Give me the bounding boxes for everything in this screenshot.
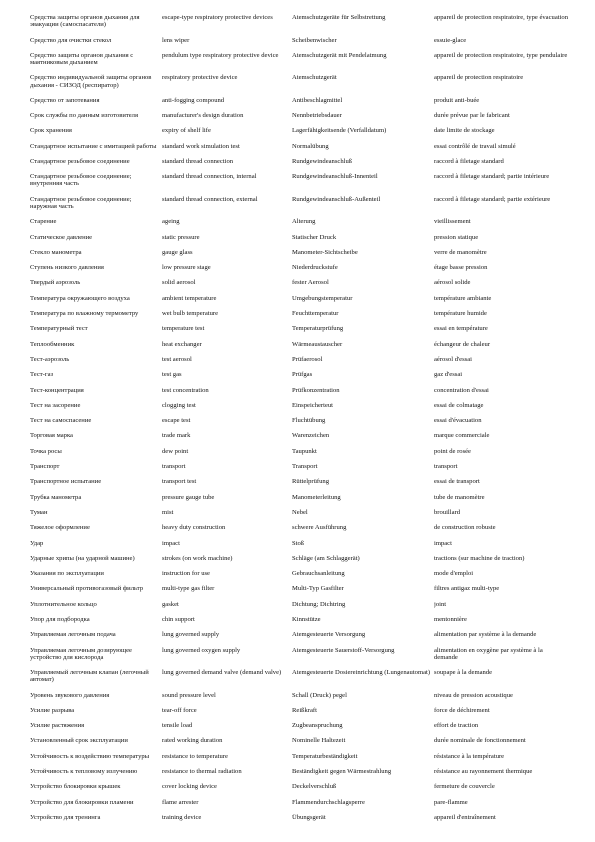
term-german: Umgebungstemperatur bbox=[292, 294, 353, 302]
term-french: durée prévue par le fabricant bbox=[434, 112, 510, 120]
glossary-row bbox=[30, 325, 570, 340]
glossary-row bbox=[30, 310, 570, 325]
term-german: Gebrauchsanleitung bbox=[292, 570, 345, 578]
term-english: ageing bbox=[162, 218, 180, 226]
term-russian: Уровень звукового давления bbox=[30, 691, 110, 699]
glossary-row bbox=[30, 37, 570, 52]
glossary-row bbox=[30, 585, 570, 600]
term-german: Einspeicherteut bbox=[292, 401, 334, 409]
glossary-row bbox=[30, 494, 570, 509]
term-french: brouillard bbox=[434, 508, 461, 516]
term-german: Stoß bbox=[292, 539, 305, 547]
term-german: Atemgesteuerte Sauerstoff-Versorgung bbox=[292, 646, 395, 654]
term-french: échangeur de chaleur bbox=[434, 340, 491, 348]
term-russian: Устойчивость к тепловому излучению bbox=[30, 768, 138, 776]
term-french: appareil de protection respiratoire, type pendulaire bbox=[434, 51, 568, 59]
glossary-row bbox=[30, 524, 570, 539]
term-french: gaz d'essai bbox=[434, 371, 463, 379]
term-french: produit anti-buée bbox=[434, 96, 480, 104]
term-english: static pressure bbox=[162, 233, 200, 241]
term-russian: Установленный срок эксплуатации bbox=[30, 737, 128, 745]
term-german: schwere Ausführung bbox=[292, 524, 347, 532]
term-german: Atemschutzgeräte für Selbstrettung bbox=[292, 14, 386, 21]
term-russian: Тест на засорение bbox=[30, 401, 81, 409]
term-german: Alterung bbox=[292, 218, 316, 226]
term-russian: Удар bbox=[30, 539, 44, 547]
term-french: étage basse pression bbox=[434, 264, 488, 272]
term-russian: Управляемая легочным дозирующее устройство для кислорода bbox=[30, 646, 132, 661]
glossary-row bbox=[30, 692, 570, 707]
term-english: strokes (on work machine) bbox=[162, 554, 233, 562]
term-english: pressure gauge tube bbox=[162, 493, 215, 501]
term-russian: Старение bbox=[30, 218, 57, 226]
term-german: Statischer Druck bbox=[292, 233, 337, 241]
term-english: sound pressure level bbox=[162, 691, 216, 699]
term-french: point de rosée bbox=[434, 447, 471, 455]
term-english: heat exchanger bbox=[162, 340, 202, 348]
term-english: clogging test bbox=[162, 401, 196, 409]
term-english: temperature test bbox=[162, 325, 205, 333]
term-english: escape-type respiratory protective devices bbox=[162, 14, 273, 21]
term-french: alimentation par système à la demande bbox=[434, 631, 537, 639]
term-german: Nennbetriebsdauer bbox=[292, 112, 342, 120]
term-german: Normalübung bbox=[292, 142, 329, 150]
term-russian: Температура окружающего воздуха bbox=[30, 294, 130, 302]
term-english: standard thread connection bbox=[162, 157, 234, 165]
term-french: mentonnière bbox=[434, 616, 467, 623]
term-russian: Средство индивидуальной защиты органов дыхания - СИЗОД (респиратор) bbox=[30, 74, 152, 89]
term-french: aérosol solide bbox=[434, 279, 471, 287]
term-german: Atemschutzgerät mit Pendelatmung bbox=[292, 51, 387, 59]
term-german: Feuchttemperatur bbox=[292, 310, 339, 318]
term-russian: Уплотнительное кольцо bbox=[30, 600, 97, 608]
term-german: Kinnstütze bbox=[292, 616, 321, 623]
term-french: raccord à filetage standard bbox=[434, 157, 504, 165]
term-russian: Ударные хрипы (на ударной машине) bbox=[30, 554, 135, 562]
term-english: test concentration bbox=[162, 386, 209, 394]
term-german: Niederdruckstufe bbox=[292, 264, 338, 272]
term-german: Lagerfähigkeitsende (Verfalldatum) bbox=[292, 127, 387, 135]
term-english: lung governed oxygen supply bbox=[162, 646, 241, 654]
glossary-row bbox=[30, 707, 570, 722]
term-english: standard work simulation test bbox=[162, 142, 240, 150]
term-german: Beständigkeit gegen Wärmestrahlung bbox=[292, 768, 392, 776]
term-french: impact bbox=[434, 539, 452, 547]
term-english: rated working duration bbox=[162, 737, 223, 745]
term-german: Transport bbox=[292, 463, 318, 471]
term-english: standard thread connection, internal bbox=[162, 173, 257, 181]
term-english: impact bbox=[162, 539, 180, 547]
glossary-table bbox=[30, 14, 570, 829]
term-german: Rundgewindeanschluß-Außenteil bbox=[292, 195, 381, 203]
term-german: Rundgewindeanschluß-Innenteil bbox=[292, 173, 378, 181]
term-english: training device bbox=[162, 813, 202, 821]
glossary-row bbox=[30, 601, 570, 616]
term-german: Scheibenwischer bbox=[292, 36, 337, 44]
glossary-row bbox=[30, 173, 570, 196]
term-russian: Срок хранения bbox=[30, 127, 72, 135]
term-french: résistance au rayonnement thermique bbox=[434, 768, 533, 776]
term-german: Multi-Typ Gasfilter bbox=[292, 585, 344, 593]
glossary-row bbox=[30, 112, 570, 127]
glossary-row bbox=[30, 52, 570, 75]
term-french: pare-flamme bbox=[434, 798, 468, 806]
term-german: Temperaturbeständigkeit bbox=[292, 752, 358, 760]
term-russian: Устройство блокировки крышек bbox=[30, 783, 121, 791]
term-german: Dichtung; Dichtring bbox=[292, 600, 346, 608]
term-english: transport bbox=[162, 463, 186, 471]
glossary-row bbox=[30, 417, 570, 432]
term-english: heavy duty construction bbox=[162, 524, 226, 532]
term-german: Antibeschlagmittel bbox=[292, 96, 343, 104]
glossary-row bbox=[30, 74, 570, 97]
term-russian: Средство защиты органов дыхания с маятниковым дыханием bbox=[30, 51, 134, 66]
term-russian: Тест на самоспасение bbox=[30, 417, 92, 425]
term-french: appareil d'entraînement bbox=[434, 813, 496, 821]
term-german: Rüttelprüfung bbox=[292, 478, 329, 486]
term-english: pendulum type respiratory protective device bbox=[162, 51, 279, 59]
term-russian: Устройство для блокировки пламени bbox=[30, 798, 134, 806]
term-german: Schall (Druck) pegel bbox=[292, 691, 347, 699]
term-french: essuie-glace bbox=[434, 36, 467, 44]
term-russian: Температура по влажному термометру bbox=[30, 310, 139, 318]
term-english: low pressure stage bbox=[162, 264, 211, 272]
term-russian: Туман bbox=[30, 508, 48, 516]
term-german: Nominelle Haltezeit bbox=[292, 737, 346, 745]
glossary-row bbox=[30, 196, 570, 219]
term-french: raccord à filetage standard; partie extérieure bbox=[434, 195, 551, 203]
term-german: Atemgesteuerte Dosiereinrichtung (Lungenautomat) bbox=[292, 669, 431, 677]
term-russian: Трубка манометра bbox=[30, 493, 82, 501]
term-french: marque commerciale bbox=[434, 432, 490, 440]
term-english: chin support bbox=[162, 616, 195, 623]
term-russian: Твердый аэрозоль bbox=[30, 279, 81, 287]
term-german: Übungsgerät bbox=[292, 813, 326, 821]
term-french: raccord à filetage standard; partie intérieure bbox=[434, 173, 550, 181]
term-russian: Теплообменник bbox=[30, 340, 75, 348]
term-french: tube de manomètre bbox=[434, 493, 485, 501]
glossary-row bbox=[30, 341, 570, 356]
term-german: Temperaturprüfung bbox=[292, 325, 344, 333]
term-english: flame arrester bbox=[162, 798, 199, 806]
term-french: essai contrôlé de travail simulé bbox=[434, 142, 516, 150]
term-german: Warenzeichen bbox=[292, 432, 330, 440]
term-french: soupape à la demande bbox=[434, 669, 493, 677]
term-french: filtres antigaz multi-type bbox=[434, 585, 500, 593]
term-french: concentration d'essai bbox=[434, 386, 489, 394]
term-german: Atemschutzgerät bbox=[292, 74, 337, 82]
term-russian: Тест-концентрация bbox=[30, 386, 84, 394]
term-french: effort de traction bbox=[434, 722, 479, 730]
glossary-row bbox=[30, 218, 570, 233]
glossary-row bbox=[30, 669, 570, 692]
glossary-row bbox=[30, 448, 570, 463]
term-english: anti-fogging compound bbox=[162, 96, 225, 104]
glossary-row bbox=[30, 540, 570, 555]
term-english: lung governed supply bbox=[162, 631, 220, 639]
term-german: Wärmeaustauscher bbox=[292, 340, 343, 348]
term-english: escape test bbox=[162, 417, 191, 425]
term-english: transport test bbox=[162, 478, 197, 486]
glossary-row bbox=[30, 631, 570, 646]
term-russian: Стандартное резьбовое соединение; наружная часть bbox=[30, 195, 132, 210]
term-english: lens wiper bbox=[162, 36, 190, 44]
term-french: appareil de protection respiratoire bbox=[434, 74, 524, 82]
glossary-row bbox=[30, 799, 570, 814]
term-english: respiratory protective device bbox=[162, 74, 238, 82]
term-german: Prüfaerosol bbox=[292, 355, 323, 363]
glossary-row bbox=[30, 127, 570, 142]
term-french: fermeture de couvercle bbox=[434, 783, 495, 791]
term-french: verre de manomètre bbox=[434, 248, 487, 256]
term-english: gauge glass bbox=[162, 248, 193, 256]
term-english: expiry of shelf life bbox=[162, 127, 211, 135]
glossary-row bbox=[30, 295, 570, 310]
term-russian: Средства защиты органов дыхания для эвакуации (самоспасатели) bbox=[30, 14, 140, 29]
term-russian: Стандартное резьбовое соединение; внутренняя часть bbox=[30, 173, 132, 188]
glossary-row bbox=[30, 722, 570, 737]
term-english: lung governed demand valve (demand valve) bbox=[162, 669, 282, 677]
term-french: essai de colmatage bbox=[434, 401, 484, 409]
term-french: essai d'évacuation bbox=[434, 417, 482, 425]
term-english: trade mark bbox=[162, 432, 191, 440]
glossary-row bbox=[30, 234, 570, 249]
term-russian: Устойчивость к воздействию температуры bbox=[30, 752, 150, 760]
glossary-row bbox=[30, 371, 570, 386]
glossary-row bbox=[30, 356, 570, 371]
term-english: solid aerosol bbox=[162, 279, 196, 287]
glossary-row bbox=[30, 97, 570, 112]
term-russian: Указания по эксплуатации bbox=[30, 570, 104, 578]
glossary-row bbox=[30, 463, 570, 478]
glossary-row bbox=[30, 279, 570, 294]
term-french: essai de transport bbox=[434, 478, 480, 486]
term-german: Manometer-Sichtscheibe bbox=[292, 248, 358, 256]
term-russian: Упор для подбородка bbox=[30, 616, 90, 623]
term-english: multi-type gas filter bbox=[162, 585, 215, 593]
term-german: fester Aerosol bbox=[292, 279, 329, 287]
term-french: niveau de pression acoustique bbox=[434, 691, 513, 699]
term-german: Prüfkonzentration bbox=[292, 386, 340, 394]
term-russian: Стандартное резьбовое соединение bbox=[30, 157, 130, 165]
term-german: Prüfgas bbox=[292, 371, 313, 379]
term-french: pression statique bbox=[434, 233, 479, 241]
term-french: mode d'emploi bbox=[434, 570, 474, 578]
term-german: Reißkraft bbox=[292, 706, 317, 714]
term-russian: Универсальный противогазовый фильтр bbox=[30, 585, 144, 593]
term-english: dew point bbox=[162, 447, 189, 455]
term-german: Flammendurchschlagsperre bbox=[292, 798, 365, 806]
glossary-row bbox=[30, 249, 570, 264]
term-russian: Статическое давление bbox=[30, 233, 93, 241]
term-english: resistance to thermal radiation bbox=[162, 768, 242, 776]
glossary-row bbox=[30, 737, 570, 752]
term-russian: Средство для очистки стекол bbox=[30, 36, 112, 44]
term-english: test aerosol bbox=[162, 355, 192, 363]
term-french: durée nominale de fonctionnement bbox=[434, 737, 526, 745]
term-english: cover locking device bbox=[162, 783, 217, 791]
term-english: tensile load bbox=[162, 722, 193, 730]
term-french: aérosol d'essai bbox=[434, 355, 472, 363]
term-english: ambient temperature bbox=[162, 294, 217, 302]
glossary-row bbox=[30, 432, 570, 447]
term-french: température humide bbox=[434, 310, 487, 318]
term-german: Taupunkt bbox=[292, 447, 317, 455]
term-english: tear-off force bbox=[162, 706, 197, 714]
glossary-row bbox=[30, 753, 570, 768]
term-french: de construction robuste bbox=[434, 524, 496, 532]
glossary-row bbox=[30, 555, 570, 570]
term-german: Manometerleitung bbox=[292, 493, 341, 501]
term-german: Nebel bbox=[292, 508, 308, 516]
glossary-row bbox=[30, 814, 570, 829]
glossary-row bbox=[30, 143, 570, 158]
term-french: transport bbox=[434, 463, 458, 471]
glossary-row bbox=[30, 402, 570, 417]
term-russian: Торговая марка bbox=[30, 432, 73, 440]
term-french: alimentation en oxygène par système à la demande bbox=[434, 646, 543, 661]
glossary-row bbox=[30, 647, 570, 670]
term-french: tractions (sur machine de traction) bbox=[434, 554, 525, 562]
term-french: appareil de protection respiratoire, type évacuation bbox=[434, 14, 569, 21]
term-russian: Стекло манометра bbox=[30, 248, 82, 256]
glossary-row bbox=[30, 14, 570, 37]
term-english: instruction for use bbox=[162, 570, 210, 578]
term-french: résistance à la température bbox=[434, 752, 505, 760]
glossary-row bbox=[30, 478, 570, 493]
term-russian: Транспортное испытание bbox=[30, 478, 102, 486]
term-russian: Точка росы bbox=[30, 447, 62, 455]
term-german: Deckelverschluß bbox=[292, 783, 337, 791]
term-russian: Стандартное испытание с имитацией работы bbox=[30, 142, 157, 150]
term-french: date limite de stockage bbox=[434, 127, 495, 135]
term-french: joint bbox=[434, 600, 447, 608]
term-russian: Усилие разрыва bbox=[30, 706, 75, 714]
term-german: Atemgesteuerte Versorgung bbox=[292, 631, 366, 639]
term-english: gasket bbox=[162, 600, 179, 608]
term-english: resistance to temperature bbox=[162, 752, 228, 760]
glossary-row bbox=[30, 509, 570, 524]
glossary-row bbox=[30, 783, 570, 798]
term-german: Zugbeanspruchung bbox=[292, 722, 343, 730]
term-russian: Ступень низкого давления bbox=[30, 264, 104, 272]
term-russian: Тест-газ bbox=[30, 371, 54, 379]
term-french: force de déchirement bbox=[434, 706, 490, 714]
glossary-row bbox=[30, 570, 570, 585]
term-russian: Тяжелое оформление bbox=[30, 524, 90, 532]
glossary-row bbox=[30, 768, 570, 783]
term-english: standard thread connection, external bbox=[162, 195, 258, 203]
term-russian: Тест-аэрозоль bbox=[30, 355, 70, 363]
glossary-row bbox=[30, 387, 570, 402]
term-russian: Управляемый легочным клапан (легочный автомат) bbox=[30, 669, 149, 684]
glossary-row bbox=[30, 616, 570, 631]
term-russian: Усилие растяжения bbox=[30, 722, 85, 730]
term-russian: Устройство для тренинга bbox=[30, 813, 101, 821]
term-russian: Управляемая легочным подача bbox=[30, 631, 116, 639]
glossary-body bbox=[30, 14, 570, 829]
term-russian: Средство от запотевания bbox=[30, 96, 100, 104]
term-german: Rundgewindeanschluß bbox=[292, 157, 353, 165]
term-german: Fluchtübung bbox=[292, 417, 326, 425]
term-russian: Срок службы по данным изготовителя bbox=[30, 112, 138, 120]
term-russian: Транспорт bbox=[30, 463, 60, 471]
term-german: Schläge (am Schlaggerät) bbox=[292, 554, 360, 562]
term-french: vieillissement bbox=[434, 218, 471, 226]
glossary-row bbox=[30, 158, 570, 173]
glossary-row bbox=[30, 264, 570, 279]
term-english: test gas bbox=[162, 371, 182, 379]
term-russian: Температурный тест bbox=[30, 325, 88, 333]
term-english: wet bulb temperature bbox=[162, 310, 219, 318]
term-french: température ambiante bbox=[434, 294, 492, 302]
term-french: essai en température bbox=[434, 325, 488, 333]
term-english: mist bbox=[162, 508, 174, 516]
term-english: manufacturer's design duration bbox=[162, 112, 244, 120]
